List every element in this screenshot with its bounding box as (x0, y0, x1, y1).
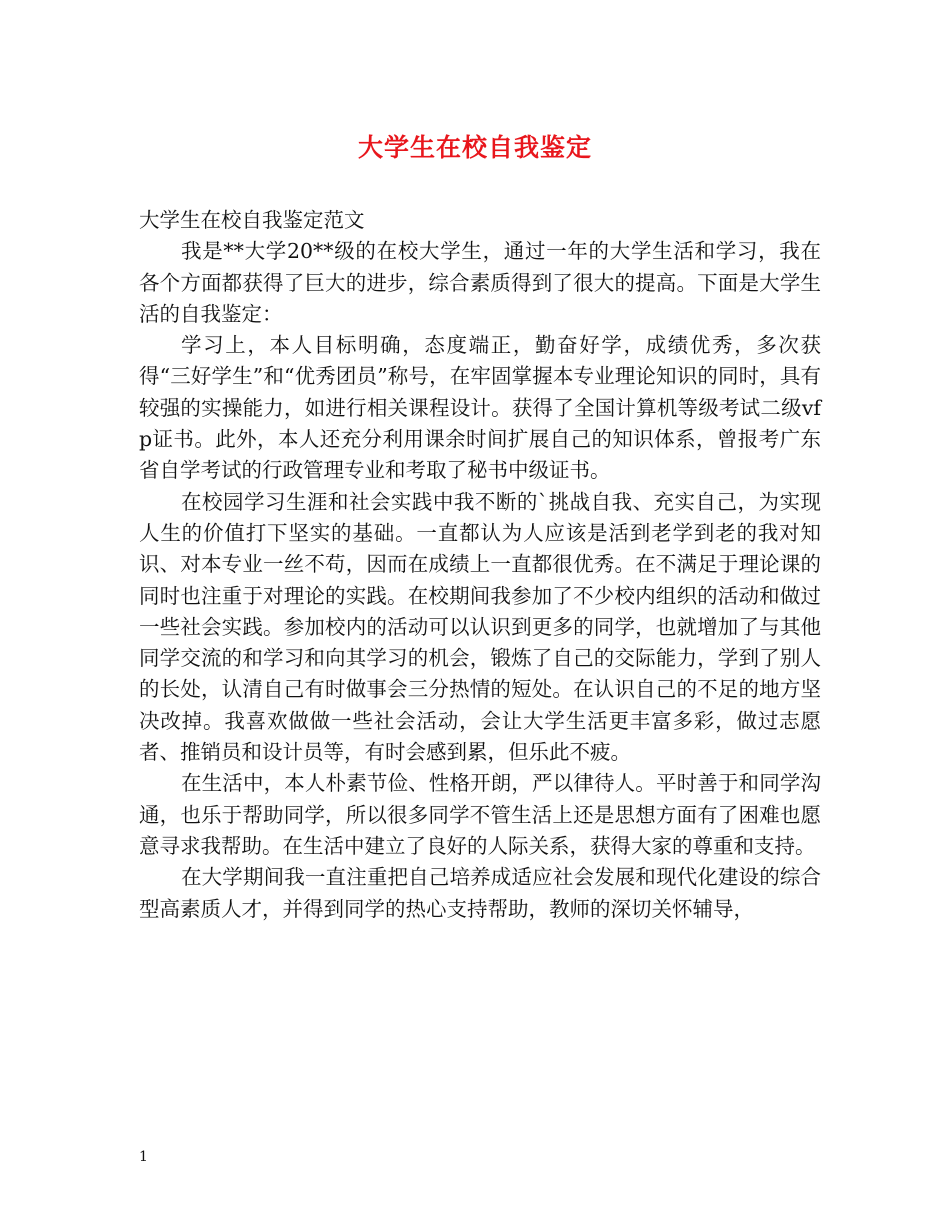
paragraph-4: 在生活中，本人朴素节俭、性格开朗，严以律待人。平时善于和同学沟通，也乐于帮助同学，所以很多同学不管生活上还是思想方面有了困难也愿意寻求我帮助。在生活中建立了良好的人际关系，获得大家的尊重和支持。 (139, 771, 821, 858)
paragraph-3: 在校园学习生涯和社会实践中我不断的`挑战自我、充实自己，为实现人生的价值打下坚实的基础。一直都认为人应该是活到老学到老的我对知识、对本专业一丝不苟，因而在成绩上一直都很优秀。在不满足于理论课的同时也注重于对理论的实践。在校期间我参加了不少校内组织的活动和做过一些社会实践。参加校内的活动可以认识到更多的同学，也就增加了与其他同学交流的和学习和向其学习的机会，锻炼了自己的交际能力，学到了别人的长处，认清自己有时做事会三分热情的短处。在认识自己的不足的地方坚决改掉。我喜欢做做一些社会活动，会让大学生活更丰富多彩，做过志愿者、推销员和设计员等，有时会感到累，但乐此不疲。 (139, 489, 821, 765)
page-number: 1 (139, 1149, 148, 1165)
document-title: 大学生在校自我鉴定 (357, 133, 592, 162)
paragraph-5: 在大学期间我一直注重把自己培养成适应社会发展和现代化建设的综合型高素质人才，并得到同学的热心支持帮助，教师的深切关怀辅导， (139, 865, 821, 921)
paragraph-2: 学习上，本人目标明确，态度端正，勤奋好学，成绩优秀，多次获得“三好学生”和“优秀团员”称号，在牢固掌握本专业理论知识的同时，具有较强的实操能力，如进行相关课程设计。获得了全国计算机等级考试二级vfp证书。此外，本人还充分利用课余时间扩展自己的知识体系，曾报考广东省自学考试的行政管理专业和考取了秘书中级证书。 (139, 333, 821, 483)
paragraph-1: 我是**大学20**级的在校大学生，通过一年的大学生活和学习，我在各个方面都获得了巨大的进步，综合素质得到了很大的提高。下面是大学生活的自我鉴定： (139, 239, 821, 326)
document-body (139, 205, 821, 925)
document-subtitle: 大学生在校自我鉴定范文 (139, 208, 365, 232)
